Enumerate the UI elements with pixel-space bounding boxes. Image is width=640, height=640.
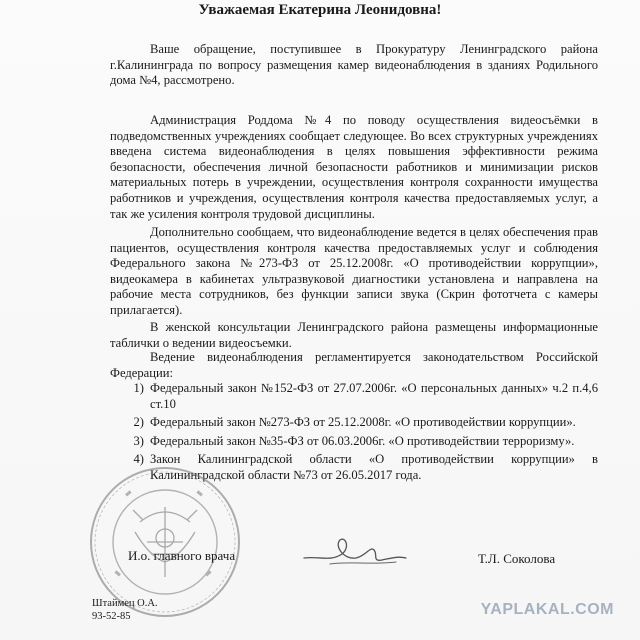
law-text: Федеральный закон №273-ФЗ от 25.12.2008г. «О противодействии коррупции». — [150, 415, 576, 430]
letter-greeting: Уважаемая Екатерина Леонидовна! — [198, 2, 442, 18]
law-text: Федеральный закон №35-ФЗ от 06.03.2006г. «О противодействии терроризму». — [150, 433, 575, 448]
paragraph-1: Ваше обращение, поступившее в Прокуратуру Ленинградского района г.Калининграда по вопросу размещения камер видеонаблюдения в зданиях Родильного дома №4, рассмотрено. — [110, 42, 598, 88]
paragraph-3: Дополнительно сообщаем, что видеонаблюдение ведется в целях обеспечения прав пациентов, осуществления контроля качества предоставляемых услуг и соблюдения Федерального закона №273-ФЗ от 25.12.2008г. «О противодействии коррупции», видеокамера в кабинетах ультразвуковой диагностики установлена и направлена на рабочие места сотрудников, без функции записи звука (Скрин фототчета с камеры прилагается). — [110, 225, 598, 317]
executor-phone: 93-52-85 — [92, 611, 131, 622]
executor-name: Штаймец О.А. — [92, 598, 158, 609]
paragraph-2: Администрация Роддома №4 по поводу осуществления видеосъёмки в подведомственных учреждениях сообщает следующее. Во всех структурных учреждениях введена система видеонаблюдения в целях повышения эффективности режима безопасности, обеспечения личной безопасности работников и минимизации рисков материальных потерь в учреждении, осуществления контроля сохранности имущества работников и учреждения, осуществления контроля качества предоставляемых услуг, а так же усиления контроля трудовой дисциплины. — [110, 113, 598, 221]
law-item — [110, 434, 598, 450]
law-item — [110, 415, 598, 431]
paragraph-4: В женской консультации Ленинградского района размещены информационные таблички о ведении видеосъемки. — [110, 320, 598, 350]
executor-info — [92, 597, 158, 623]
law-number: 3) — [133, 433, 144, 448]
site-watermark: YAPLAKAL.COM — [480, 601, 614, 618]
law-item — [110, 381, 598, 412]
signer-name: Т.Л. Соколова — [478, 551, 556, 566]
law-number: 1) — [133, 381, 144, 395]
law-text: Закон Калининградской области «О противодействии коррупции» в Калининградской области №73 от 26.05.2017 года. — [150, 452, 598, 482]
signature-title: И.о. главного врача — [128, 548, 236, 563]
law-number: 4) — [133, 452, 144, 467]
law-number: 2) — [133, 415, 144, 430]
law-text: Федеральный закон №152-ФЗ от 27.07.2006г. «О персональных данных» ч.2 п.4,6 ст.10 — [150, 381, 598, 411]
paragraph-5: Ведение видеонаблюдения регламентируется законодательством Российской Федерации: — [110, 350, 598, 380]
handwritten-signature-icon — [300, 528, 410, 573]
